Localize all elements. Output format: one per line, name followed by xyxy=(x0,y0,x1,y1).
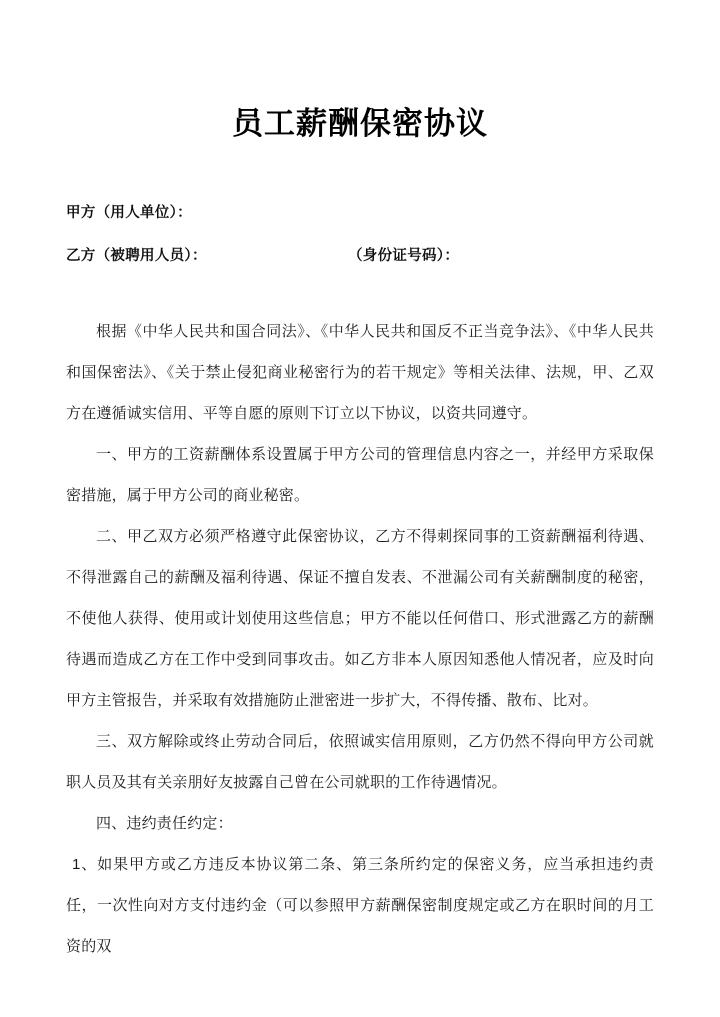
party-a-line xyxy=(66,198,654,228)
paragraph-preamble: 根据《中华人民共和国合同法》、《中华人民共和国反不正当竞争法》、《中华人民共和国保密法》、《关于禁止侵犯商业秘密行为的若干规定》等相关法律、法规，甲、乙双方在遵循诚实信用、平等自愿的原则下订立以下协议，以资共同遵守。 xyxy=(66,323,654,422)
agreement-paragraphs xyxy=(66,311,654,967)
party-block xyxy=(66,198,654,271)
party-b-line xyxy=(66,241,654,271)
party-a-label: 甲方（用人单位）： xyxy=(66,205,192,221)
paragraph-clause-4-item-1: 1、如果甲方或乙方违反本协议第二条、第三条所约定的保密义务，应当承担违约责任，一次性向对方支付违约金（可以参照甲方薪酬保密制度规定或乙方在职时间的月工资的双 xyxy=(66,856,654,955)
page-title: 员工薪酬保密协议 xyxy=(232,106,488,141)
document-body xyxy=(66,0,654,967)
paragraph-clause-3: 三、双方解除或终止劳动合同后，依照诚实信用原则，乙方仍然不得向甲方公司就职人员及其有关亲朋好友披露自己曾在公司就职的工作待遇情况。 xyxy=(66,733,654,791)
party-b-label: 乙方（被聘用人员）： xyxy=(66,248,207,264)
paragraph-clause-4-heading: 四、违约责任约定： xyxy=(96,815,233,832)
paragraph-clause-1: 一、甲方的工资薪酬体系设置属于甲方公司的管理信息内容之一，并经甲方采取保密措施，属于甲方公司的商业秘密。 xyxy=(66,446,654,504)
paragraph-clause-2: 二、甲乙双方必须严格遵守此保密协议，乙方不得刺探同事的工资薪酬福利待遇、不得泄露自己的薪酬及福利待遇、保证不擅自发表、不泄漏公司有关薪酬制度的秘密，不使他人获得、使用或计划使用这些信息；甲方不能以任何借口、形式泄露乙方的薪酬待遇而造成乙方在工作中受到同事攻击。如乙方非本人原因知悉他人情况者，应及时向甲方主管报告，并采取有效措施防止泄密进一步扩大，不得传播、散布、比对。 xyxy=(66,528,654,709)
party-b-id-number-label: （身份证号码）： xyxy=(348,248,460,264)
